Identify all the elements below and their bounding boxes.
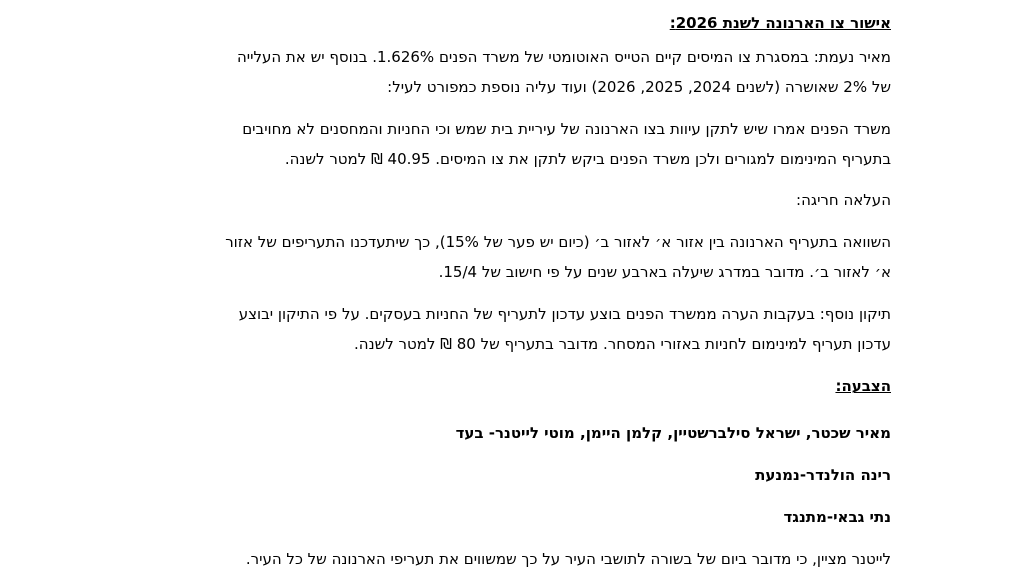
paragraph-additional-fix-line-1: תיקון נוסף: בעקבות הערה ממשרד הפנים בוצע עדכון לתעריף של החניות בעסקים. על פי התיקון יבוצע xyxy=(238,305,891,323)
vote-against-line: נתי גבאי-מתנגד xyxy=(783,508,891,526)
paragraph-tax-order-line-2: של 2% שאושרה (לשנים 2024, 2025, 2026) ועוד עליה נוספת כמפורט לעיל: xyxy=(387,78,891,96)
paragraph-zone-comparison-line-1: השוואה בתעריף הארנונה בין אזור א׳ לאזור ב׳ (כיום יש פער של 15%), כך שיתעדכנו התעריפים של אזור xyxy=(225,233,891,251)
paragraph-tax-order-line-1: מאיר נעמת: במסגרת צו המיסים קיים הטייס האוטומטי של משרד הפנים 1.626%. בנוסף יש את העלייה xyxy=(236,48,891,66)
subheading-exceptional-increase: העלאה חריגה: xyxy=(796,191,891,209)
vote-for-line: מאיר שכטר, ישראל סילברשטיין, קלמן היימן, מוטי לייטנר- בעד xyxy=(455,424,891,442)
vote-heading: הצבעה: xyxy=(835,377,891,395)
closing-remark: לייטנר מציין, כי מדובר ביום של בשורה לתושבי העיר על כך שמשווים את תעריפי הארנונה של כל העיר. xyxy=(245,550,891,568)
paragraph-additional-fix-line-2: עדכון תעריף למינימום לחניות באזורי המסחר. מדובר בתעריף של 80 ₪ למטר לשנה. xyxy=(354,335,891,353)
paragraph-zone-comparison-line-2: א׳ לאזור ב׳. מדובר במדרג שיעלה בארבע שנים על פי חישוב של 15/4. xyxy=(438,263,891,281)
section-title: אישור צו הארנונה לשנת 2026: xyxy=(669,14,891,32)
paragraph-interior-ministry-line-1: משרד הפנים אמרו שיש לתקן עיוות בצו הארנונה של עיריית בית שמש וכי החניות והמחסנים לא מחויבים xyxy=(242,120,891,138)
vote-abstain-line: רינה הולנדר-נמנעת xyxy=(755,466,891,484)
paragraph-interior-ministry-line-2: בתעריף המינימום למגורים ולכן משרד הפנים ביקש לתקן את צו המיסים. 40.95 ₪ למטר לשנה. xyxy=(284,150,891,168)
